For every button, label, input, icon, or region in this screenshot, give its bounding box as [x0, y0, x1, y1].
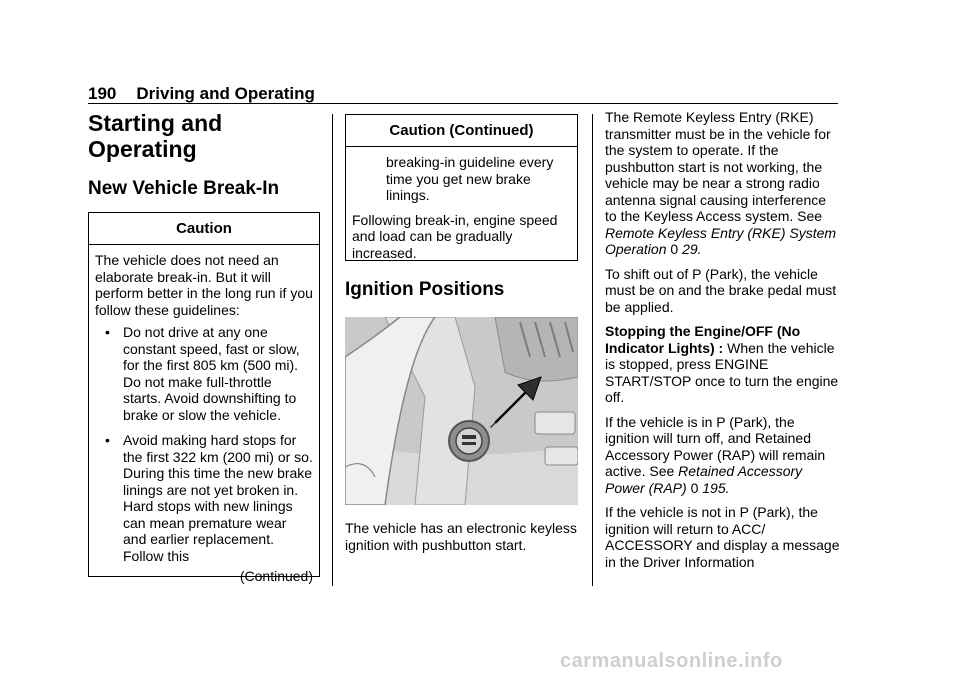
- watermark: carmanualsonline.info: [560, 650, 783, 672]
- caution-intro: The vehicle does not need an elaborate break-in. But it will perform better in the long run if you follow these guidelines:: [95, 252, 313, 318]
- ignition-illustration: [345, 317, 578, 510]
- rke-page-ref[interactable]: 29.: [682, 241, 702, 257]
- caution-box: [88, 212, 320, 584]
- rap-text: If the vehicle is in P (Park), the ignition will turn off, and Retained Accessory Power (RAP) will remain active. See: [605, 413, 826, 479]
- chapter-title: Driving and Operating: [136, 84, 315, 103]
- rap-link[interactable]: Retained Accessory Power (RAP): [605, 463, 803, 496]
- caution-body: [89, 245, 319, 593]
- caution-continued-body: [346, 147, 577, 269]
- stopping-engine-text: When the vehicle is stopped, press ENGINE START/STOP once to turn the engine off.: [605, 339, 839, 405]
- caution-bullet-text: Do not drive at any one constant speed, fast or slow, for the first 805 km (500 mi). Do not make full-throttle starts. Avoid downshifting to brake or slow the vehicle.: [123, 324, 300, 423]
- ignition-pushbutton-illustration: [345, 317, 578, 505]
- section-title-ignition: Ignition Positions: [345, 279, 505, 300]
- caution-heading: Caution: [176, 220, 232, 237]
- page-ref-icon: 0: [670, 241, 679, 257]
- rke-text: The Remote Keyless Entry (RKE) transmitter must be in the vehicle for the system to operate. If the pushbutton start is not working, the vehicle may be near a strong radio antenna signal causing interference to the Keyless Access system. See: [605, 109, 831, 224]
- page-number: 190: [88, 84, 117, 103]
- column-divider-2: [592, 114, 593, 586]
- continued-label: (Continued): [239, 568, 313, 584]
- column-3: [605, 109, 841, 570]
- bullet-dot: •: [105, 324, 110, 340]
- rke-link[interactable]: Remote Keyless Entry (RKE) System Operation: [605, 224, 837, 257]
- column-divider-1: [332, 114, 333, 586]
- stopping-engine-label: Stopping the Engine/OFF (No Indicator Lights) :: [605, 323, 801, 356]
- column-1: [88, 110, 320, 584]
- caution-continued-box: [345, 114, 578, 261]
- column-2: [345, 114, 578, 553]
- caution-bullet: [95, 432, 313, 564]
- stopping-engine-paragraph: [605, 323, 841, 406]
- ignition-paragraph: The vehicle has an electronic keyless ignition with pushbutton start.: [345, 520, 577, 553]
- caution-bullet: [95, 324, 313, 423]
- rap-paragraph: [605, 414, 841, 497]
- bullet-dot: •: [105, 432, 110, 448]
- break-in-followup-text: Following break-in, engine speed and load can be gradually increased.: [352, 211, 558, 261]
- main-title-line2: Operating: [88, 136, 197, 162]
- section-title-break-in: New Vehicle Break-In: [88, 178, 280, 199]
- not-in-park-paragraph: If the vehicle is not in P (Park), the ignition will return to ACC/ ACCESSORY and display a message in the Driver Information: [605, 504, 840, 570]
- main-title-line1: Starting and: [88, 110, 223, 136]
- rke-paragraph: [605, 109, 841, 258]
- shift-paragraph: To shift out of P (Park), the vehicle must be on and the brake pedal must be applied.: [605, 265, 837, 315]
- page-header: [88, 84, 315, 104]
- rap-page-ref[interactable]: 195.: [702, 479, 730, 496]
- caution-bullet-continued: breaking-in guideline every time you get new brake linings.: [386, 154, 554, 203]
- page-ref-icon: 0: [690, 479, 699, 496]
- caution-bullet-text: Avoid making hard stops for the first 322 km (200 mi) or so. During this time the new brake linings are not yet broken in. Hard stops with new linings can mean premature wear and earlier replacement. Follow this: [123, 432, 313, 564]
- header-rule: [88, 103, 838, 104]
- caution-continued-heading: Caution (Continued): [389, 122, 534, 139]
- main-title: [88, 110, 320, 162]
